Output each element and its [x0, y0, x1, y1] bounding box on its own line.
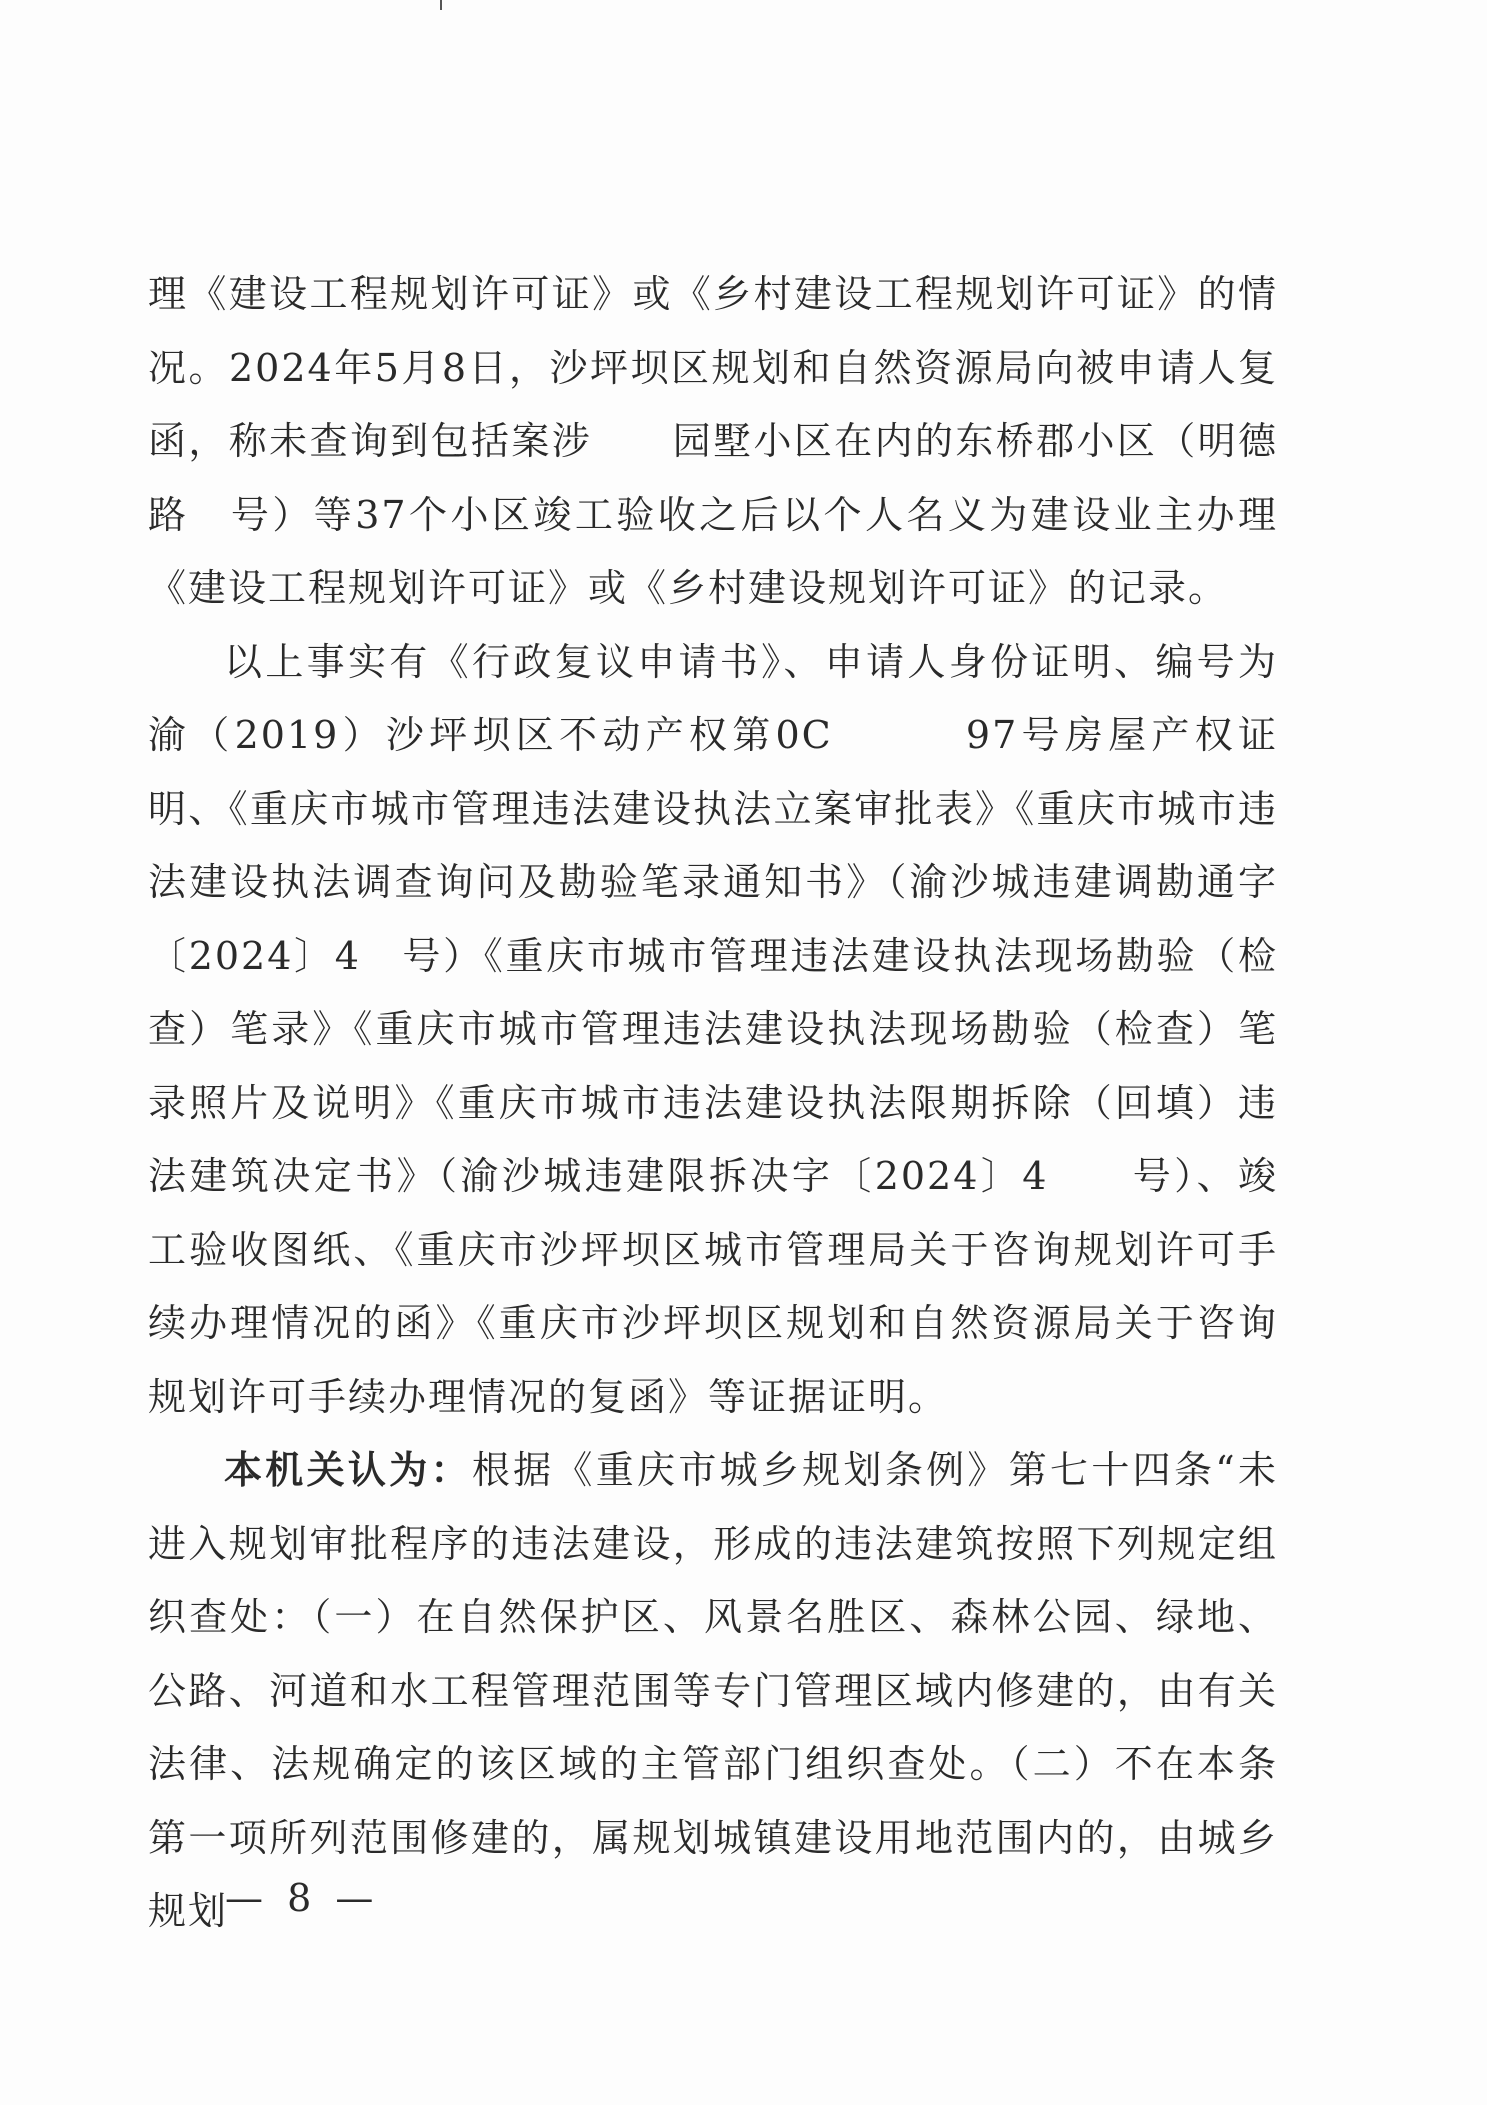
paragraph-3-lead: 本机关认为：	[224, 1448, 472, 1492]
paragraph-3-text: 根据《重庆市城乡规划条例》第七十四条“未进入规划审批程序的违法建设，形成的违法建筑按照下列规定组织查处：（一）在自然保护区、风景名胜区、森林公园、绿地、公路、河道和水工程管理范围等专门管理区域内修建的，由有关法律、法规确定的该区域的主管部门组织查处。（二）不在本条第一项所列范围修建的，属规划城镇建设用地范围内的，由城乡规划	[148, 1448, 1278, 1933]
paragraph-3	[148, 1434, 1278, 1949]
document-body	[148, 258, 1278, 1949]
paragraph-2: 以上事实有《行政复议申请书》、申请人身份证明、编号为渝（2019）沙坪坝区不动产权第0C 97号房屋产权证明、《重庆市城市管理违法建设执法立案审批表》《重庆市城市违法建设执法调查询问及勘验笔录通知书》（渝沙城违建调勘通字〔2024〕4 号）《重庆市城市管理违法建设执法现场勘验（检查）笔录》《重庆市城市管理违法建设执法现场勘验（检查）笔录照片及说明》《重庆市城市违法建设执法限期拆除（回填）违法建筑决定书》（渝沙城违建限拆决字〔2024〕4 号）、竣工验收图纸、《重庆市沙坪坝区城市管理局关于咨询规划许可手续办理情况的函》《重庆市沙坪坝区规划和自然资源局关于咨询规划许可手续办理情况的复函》等证据证明。	[148, 639, 1278, 1419]
scan-mark	[440, 0, 442, 10]
paragraph-1: 理《建设工程规划许可证》或《乡村建设工程规划许可证》的情况。2024年5月8日，沙坪坝区规划和自然资源局向被申请人复函，称未查询到包括案涉 园墅小区在内的东桥郡小区（明德路 号）等37个小区竣工验收之后以个人名义为建设业主办理《建设工程规划许可证》或《乡村建设规划许可证》的记录。	[148, 272, 1278, 610]
page-number: — 8 —	[225, 1876, 380, 1920]
